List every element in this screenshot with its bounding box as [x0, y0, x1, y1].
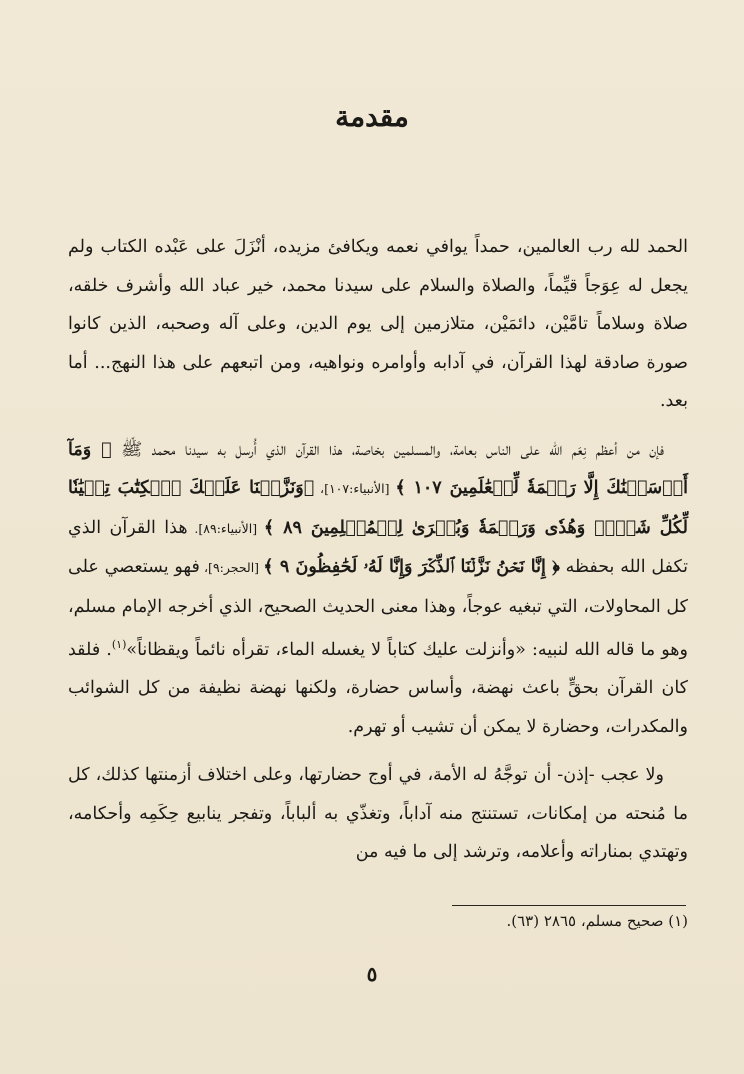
text-segment: فهو يستعصي على كل المحاولات، التي تبغيه عوجاً، وهذا معنى الحديث الصحيح، الذي أخرجه الإمام مسلم، وهو ما قاله الله لنبيه: «وأنزلت عليك كتاباً لا يغسله الماء، تقرأه نائماً ويقظاناً» — [68, 557, 688, 660]
page-number: ٥ — [366, 962, 378, 986]
text-segment: هذا القرآن الذي تكفل الله بحفظه — [68, 517, 688, 577]
text-segment: . فلقد كان القرآن بحقٍّ باعث نهضة، وأساس حضارة، ولكنها نهضة نظيفة من كل الشوائب والمكدرات، وحضارة لا يمكن أن تشيب أو تهرم. — [68, 639, 688, 737]
text-segment: فإن من أعظم نِعَم الله على الناس بعامة، والمسلمين بخاصة، هذا القرآن الذي أُرسل به سيدنا محمد ﷺ — [111, 439, 664, 460]
page-title: مقدمة — [335, 100, 409, 133]
footnote-marker: (١) — [111, 638, 127, 651]
verse-reference: [الحجر:٩]، — [199, 560, 264, 575]
footnote-divider — [452, 905, 686, 906]
quran-verse: ﴿ وَمَآ أَرۡسَلۡنَٰكَ إِلَّا رَحۡمَةٗ لِّلۡعَٰلَمِينَ ١٠٧ ﴾ — [68, 439, 688, 498]
footnote: (١) صحيح مسلم، ٢٨٦٥ (٦٣). — [506, 912, 688, 930]
quran-verse: ﴿وَنَزَّلۡنَا عَلَيۡكَ ٱلۡكِتَٰبَ تِبۡيَٰنٗا لِّكُلِّ شَيۡءٖ وَهُدٗى وَرَحۡمَةٗ وَبُشۡرَىٰ لِلۡمُسۡلِمِينَ ٨٩ ﴾ — [68, 478, 689, 538]
paragraph-intro: الحمد لله رب العالمين، حمداً يوافي نعمه ويكافئ مزيده، أنْزَلَ على عَبْده الكتاب ولم يجعل له عِوَجاً قيِّماً، والصلاة والسلام على سيدنا محمد، خير عباد الله وأشرف خلقه، صلاة وسلاماً تامَّيْن، دائمَيْن، متلازمين إلى يوم الدين، وعلى آله وصحبه، الذين كانوا صورة صادقة لهذا القرآن، في آدابه وأوامره ونواهيه، ومن اتبعهم على هذا النهج... أما بعد. — [68, 237, 688, 411]
verse-reference: [الأنبياء:١٠٧]، — [314, 481, 396, 496]
body-text — [68, 228, 688, 882]
paragraph-quran-blessing — [68, 431, 688, 747]
verse-reference: [الأنبياء:٨٩]. — [187, 520, 264, 536]
quran-verse: ﴿ إِنَّا نَحۡنُ نَزَّلۡنَا ٱلذِّكۡرَ وَإِنَّا لَهُۥ لَحَٰفِظُونَ ٩ ﴾ — [263, 557, 560, 577]
paragraph-no-wonder: ولا عجب -إذن- أن توجَّهُ له الأمة، في أوج حضارتها، وعلى اختلاف أزمنتها كذلك، كل ما مُنحته من إمكانات، تستنتج منه آداباً، وتغذّي به ألباباً، وتفجر ينابيع حِكَمِه وأحكامه، وتهتدي بمناراته وأعلامه، وترشد إلى ما فيه من — [68, 765, 688, 863]
